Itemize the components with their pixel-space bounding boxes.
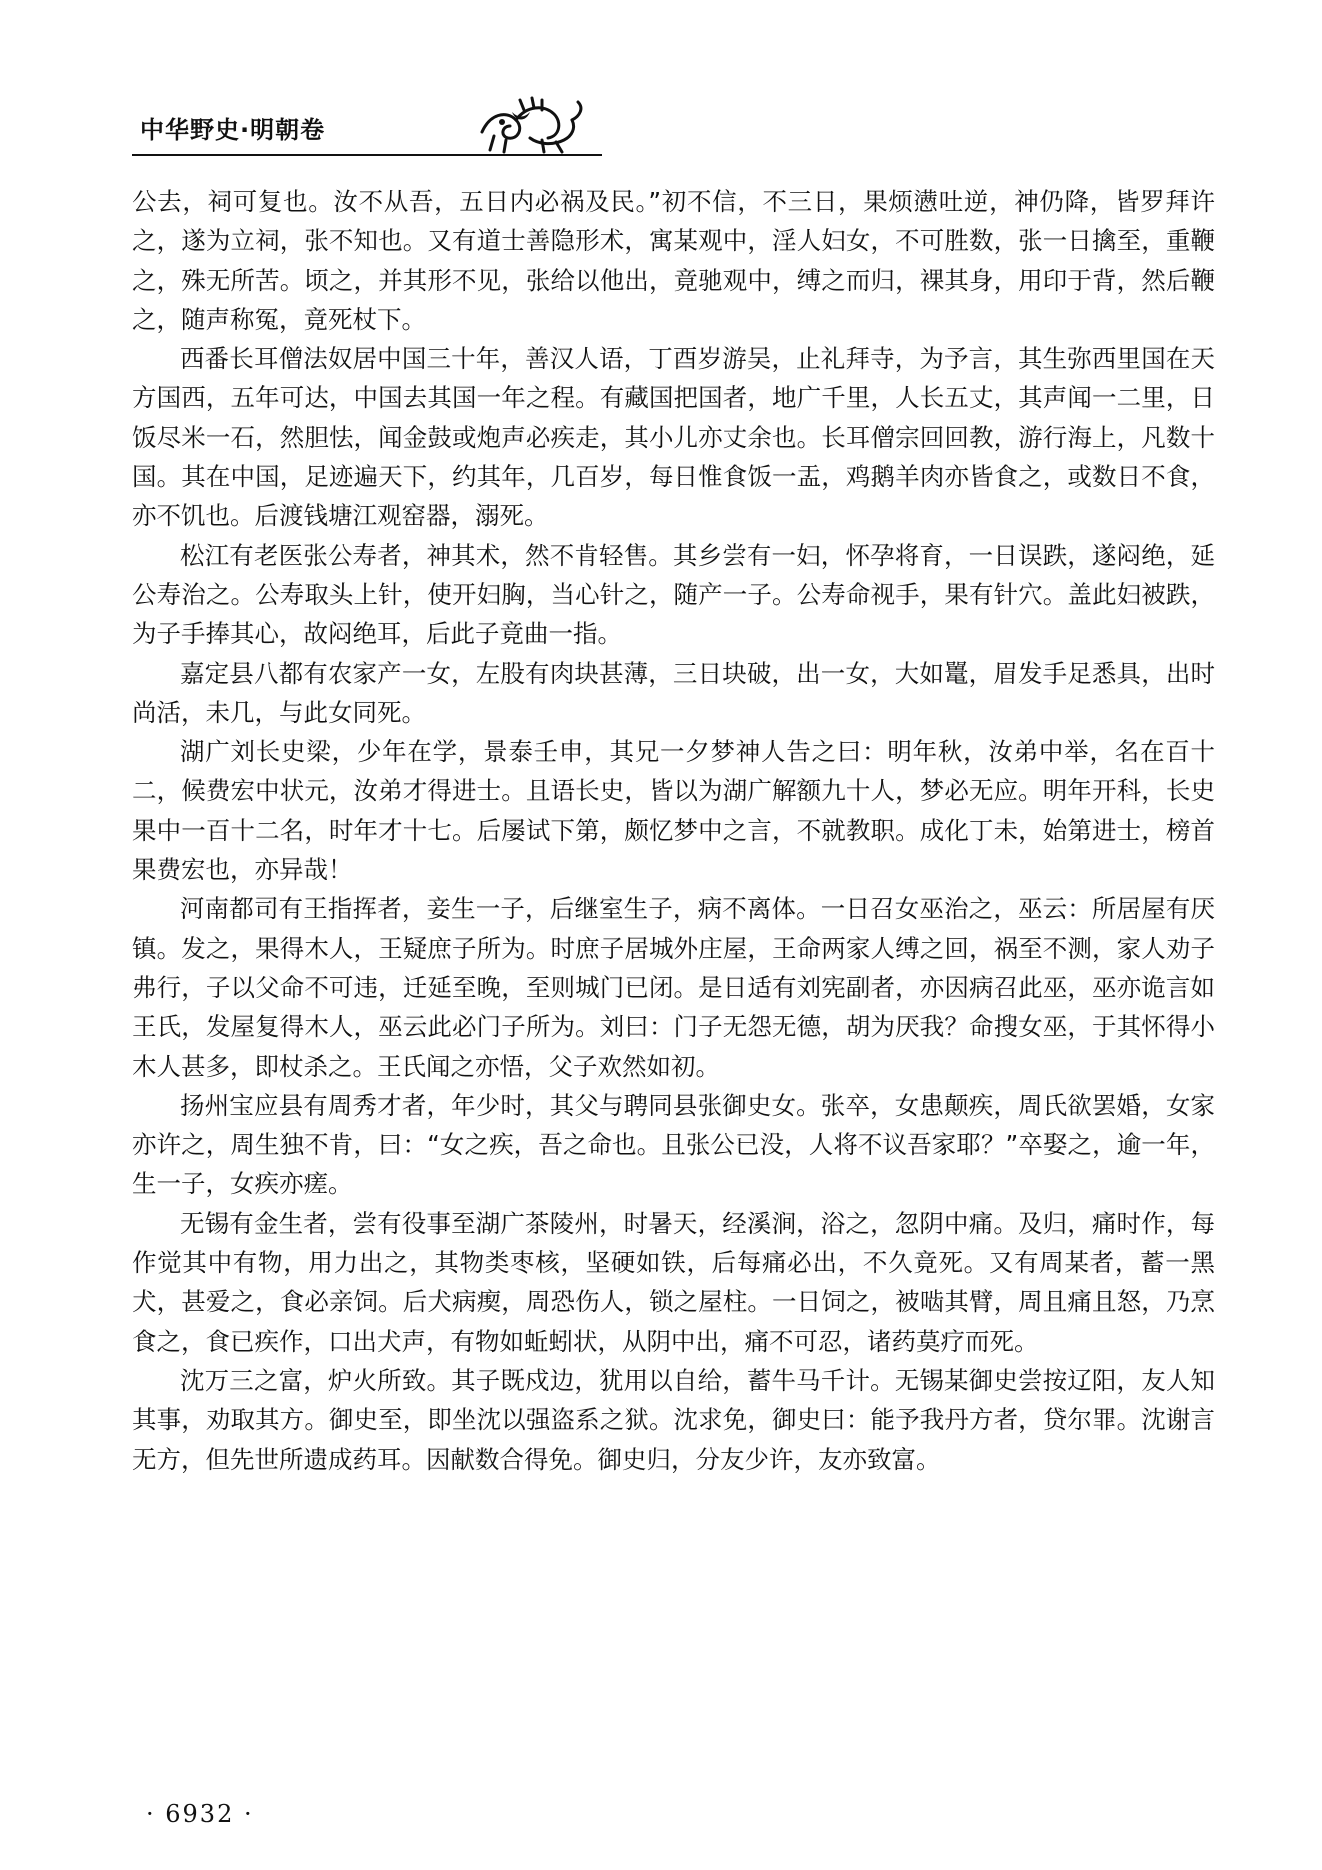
- paragraph: 河南都司有王指挥者，妾生一子，后继室生子，病不离体。一日召女巫治之，巫云：所居屋有厌镇。发之，果得木人，王疑庶子所为。时庶子居城外庄屋，王命两家人缚之回，祸至不测，家人劝子弗行，子以父命不可违，迁延至晚，至则城门已闭。是日适有刘宪副者，亦因病召此巫，巫亦诡言如王氏，发屋复得木人，巫云此必门子所为。刘曰：门子无怨无德，胡为厌我？命搜女巫，于其怀得小木人甚多，即杖杀之。王氏闻之亦悟，父子欢然如初。: [132, 894, 1215, 1081]
- paragraph: 沈万三之富，炉火所致。其子既戍边，犹用以自给，蓄牛马千计。无锡某御史尝按辽阳，友人知其事，劝取其方。御史至，即坐沈以强盗系之狱。沈求免，御史曰：能予我丹方者，贷尔罪。沈谢言无方，但先世所遗成药耳。因献数合得免。御史归，分友少许，友亦致富。: [132, 1365, 1215, 1474]
- paragraph: 公去，祠可复也。汝不从吾，五日内必祸及民。”初不信，不三日，果烦懑吐逆，神仍降，皆罗拜许之，遂为立祠，张不知也。又有道士善隐形术，寓某观中，淫人妇女，不可胜数，张一日擒至，重鞭之，殊无所苦。顷之，并其形不见，张给以他出，竟驰观中，缚之而归，裸其身，用印于背，然后鞭之，随声称冤，竟死杖下。: [132, 187, 1215, 334]
- paragraph: 松江有老医张公寿者，神其术，然不肯轻售。其乡尝有一妇，怀孕将育，一日误跌，遂闷绝，延公寿治之。公寿取头上针，使开妇胸，当心针之，随产一子。公寿命视手，果有针穴。盖此妇被跌，为子手捧其心，故闷绝耳，后此子竟曲一指。: [132, 540, 1215, 649]
- paragraph: 无锡有金生者，尝有役事至湖广茶陵州，时暑天，经溪涧，浴之，忽阴中痛。及归，痛时作，每作觉其中有物，用力出之，其物类枣核，坚硬如铁，后每痛必出，不久竟死。又有周某者，蓄一黑犬，甚爱之，食必亲饲。后犬病瘈，周恐伤人，锁之屋柱。一日饲之，被啮其臂，周且痛且怒，乃烹食之，食已疾作，口出犬声，有物如蚯蚓状，从阴中出，痛不可忍，诸药莫疗而死。: [132, 1208, 1215, 1356]
- paragraph: 湖广刘长史梁，少年在学，景泰壬申，其兄一夕梦神人告之曰：明年秋，汝弟中举，名在百十二，候费宏中状元，汝弟才得进士。且语长史，皆以为湖广解额九十人，梦必无应。明年开科，长史果中一百十二名，时年才十七。后屡试下第，颇忆梦中之言，不就教职。成化丁未，始第进士，榜首果费宏也，亦异哉！: [132, 737, 1215, 885]
- book-title: 中华野史·明朝卷: [140, 116, 326, 144]
- paragraph: 西番长耳僧法奴居中国三十年，善汉人语，丁酉岁游吴，止礼拜寺，为予言，其生弥西里国在天方国西，五年可达，中国去其国一年之程。有藏国把国者，地广千里，人长五丈，其声闻一二里，日饭尽米一石，然胆怯，闻金鼓或炮声必疾走，其小儿亦丈余也。长耳僧宗回回教，游行海上，凡数十国。其在中国，足迹遍天下，约其年，几百岁，每日惟食饭一盂，鸡鹅羊肉亦皆食之，或数日不食，亦不饥也。后渡钱塘江观窑器，溺死。: [132, 344, 1215, 531]
- paragraph: 嘉定县八都有农家产一女，左股有肉块甚薄，三日块破，出一女，大如鼍，眉发手足悉具，出时尚活，未几，与此女同死。: [132, 658, 1215, 727]
- paragraph: 扬州宝应县有周秀才者，年少时，其父与聘同县张御史女。张卒，女患颠疾，周氏欲罢婚，女家亦许之，周生独不肯，曰：“女之疾，吾之命也。且张公已没，人将不议吾家耶？”卒娶之，逾一年，生一子，女疾亦瘥。: [132, 1090, 1215, 1199]
- dragon-emblem-icon: [472, 92, 590, 158]
- page-header: [132, 92, 1217, 162]
- header-rule: [132, 154, 602, 156]
- page-body: [132, 182, 1215, 1479]
- page-number: · 6932 ·: [146, 1800, 254, 1828]
